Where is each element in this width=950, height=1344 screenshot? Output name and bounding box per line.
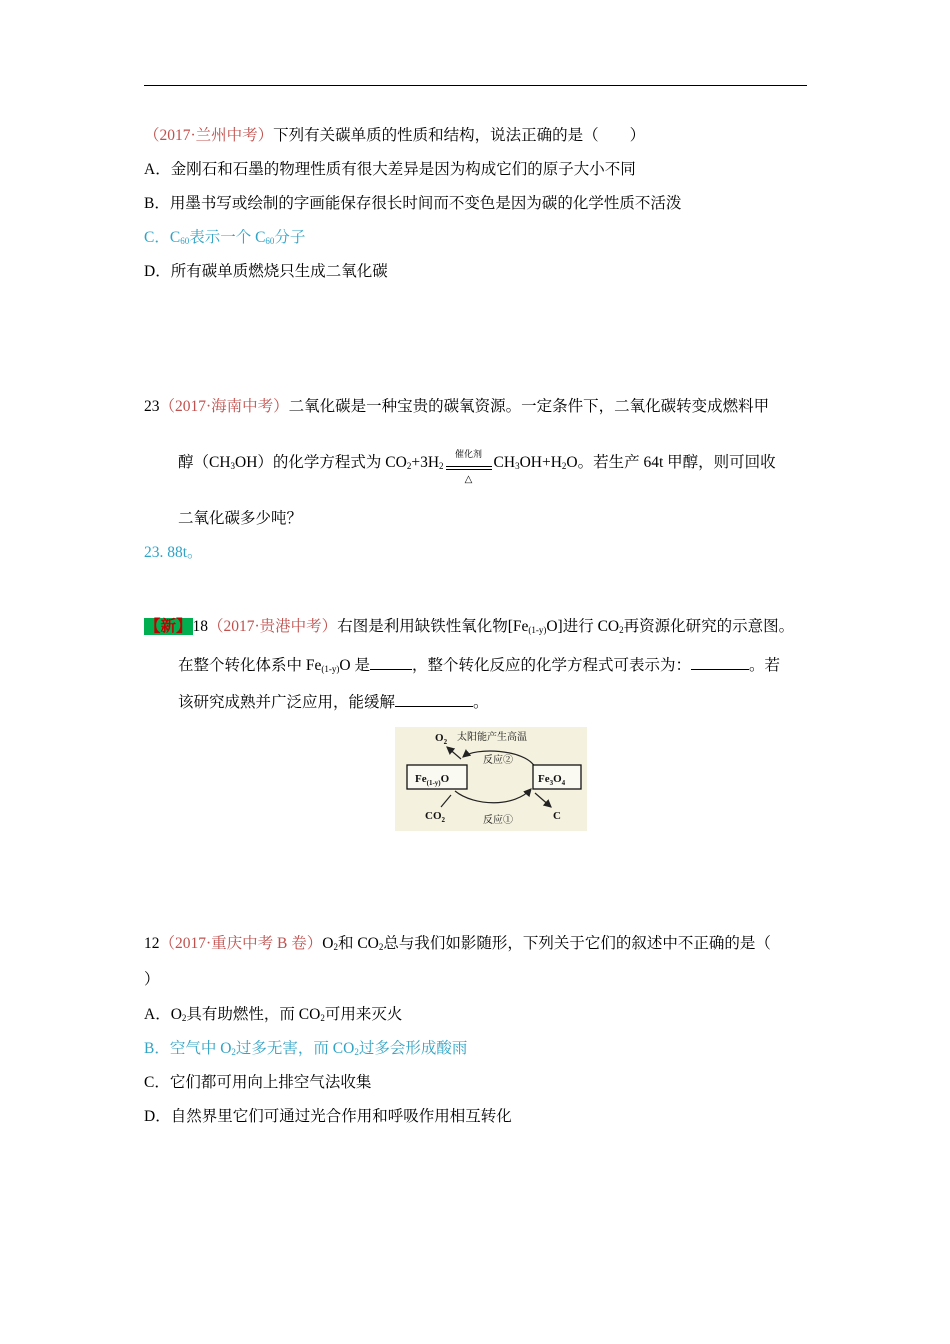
question-18-line-2: 在整个转化体系中 $Fe_{(1-y)}O$ 是 ，整个转化反应的化学方程式可表示为： 。若 <box>178 657 780 674</box>
answer-blank[interactable] <box>370 655 412 670</box>
fe3o4-label: $Fe_3O_4$ <box>538 773 566 787</box>
option-c-answer: C．$C_{60}$表示一个 $C_{60}$分子 <box>144 229 306 246</box>
option-b: B．用墨书写或绘制的字画能保存很长时间而不变色是因为碳的化学性质不活泼 <box>144 195 682 212</box>
catalyst-label: 催化剂 <box>455 449 483 459</box>
co2-label: $CO_2$ <box>425 810 445 824</box>
reaction-1-label: 反应① <box>483 815 513 826</box>
question-text: 下列有关碳单质的性质和结构，说法正确的是（ ） <box>273 127 646 144</box>
answer-blank[interactable] <box>691 655 749 670</box>
question-number: 12 <box>144 935 160 952</box>
option-d: D．自然界里它们可通过光合作用和呼吸作用相互转化 <box>144 1108 512 1125</box>
question-lanzhou-stem <box>144 126 645 146</box>
c-label: C <box>553 810 561 822</box>
option-b-answer: B．空气中 $O_2$过多无害，而 $CO_2$过多会形成酸雨 <box>144 1040 468 1057</box>
new-tag: 【新】 <box>145 618 192 635</box>
solar-high-temp-label: 太阳能产生高温 <box>457 732 527 743</box>
question-source: （2017·兰州中考） <box>144 127 274 144</box>
header-rule <box>144 85 807 86</box>
o2-label: $O_2$ <box>435 732 448 746</box>
option-a: A．金刚石和石墨的物理性质有很大差异是因为构成它们的原子大小不同 <box>144 161 636 178</box>
reaction-2-label: 反应② <box>483 755 513 766</box>
reaction-condition-arrow <box>444 449 494 485</box>
question-23-answer: 23. 88t。 <box>144 544 203 561</box>
question-18-line-3: 该研究成熟并广泛应用，能缓解 。 <box>178 694 489 711</box>
answer-blank[interactable] <box>395 692 473 707</box>
question-12-stem-end: ） <box>144 971 160 988</box>
question-18-stem: 【新】18（2017·贵港中考）右图是利用缺铁性氧化物$[Fe_{(1-y)}O]$进行 $CO_2$再资源化研究的示意图。 <box>145 618 795 635</box>
question-number: 18 <box>192 618 209 635</box>
fe-oxide-cycle-diagram <box>395 727 587 831</box>
question-23-equation-line: 醇$(CH_3OH)$的化学方程式为 $CO_2+3H_2$ 催化剂 △ $CH_3OH+H_2O$。若生产 64t 甲醇，则可回收 <box>178 453 776 473</box>
question-23-stem: 23（2017·海南中考）二氧化碳是一种宝贵的碳氧资源。一定条件下，二氧化碳转变成燃料甲 <box>144 398 770 415</box>
heat-symbol: △ <box>464 474 473 485</box>
option-a: A．$O_2$具有助燃性，而 $CO_2$可用来灭火 <box>144 1006 403 1023</box>
option-c: C．它们都可用向上排空气法收集 <box>144 1074 372 1091</box>
question-23-stem-end: 二氧化碳多少吨？ <box>178 510 303 527</box>
feo-label: $Fe_{(1-y)}O$ <box>415 773 450 787</box>
question-source: （2017·贵港中考） <box>208 618 338 635</box>
option-d: D．所有碳单质燃烧只生成二氧化碳 <box>144 263 388 280</box>
question-number: 23 <box>144 398 160 415</box>
question-source: （2017·海南中考） <box>159 398 289 415</box>
question-source: （2017·重庆中考 B 卷） <box>159 935 323 952</box>
question-12-stem: 12（2017·重庆中考 B 卷）$O_2$和 $CO_2$总与我们如影随形，下列关于它们的叙述中不正确的是（ <box>144 935 771 952</box>
